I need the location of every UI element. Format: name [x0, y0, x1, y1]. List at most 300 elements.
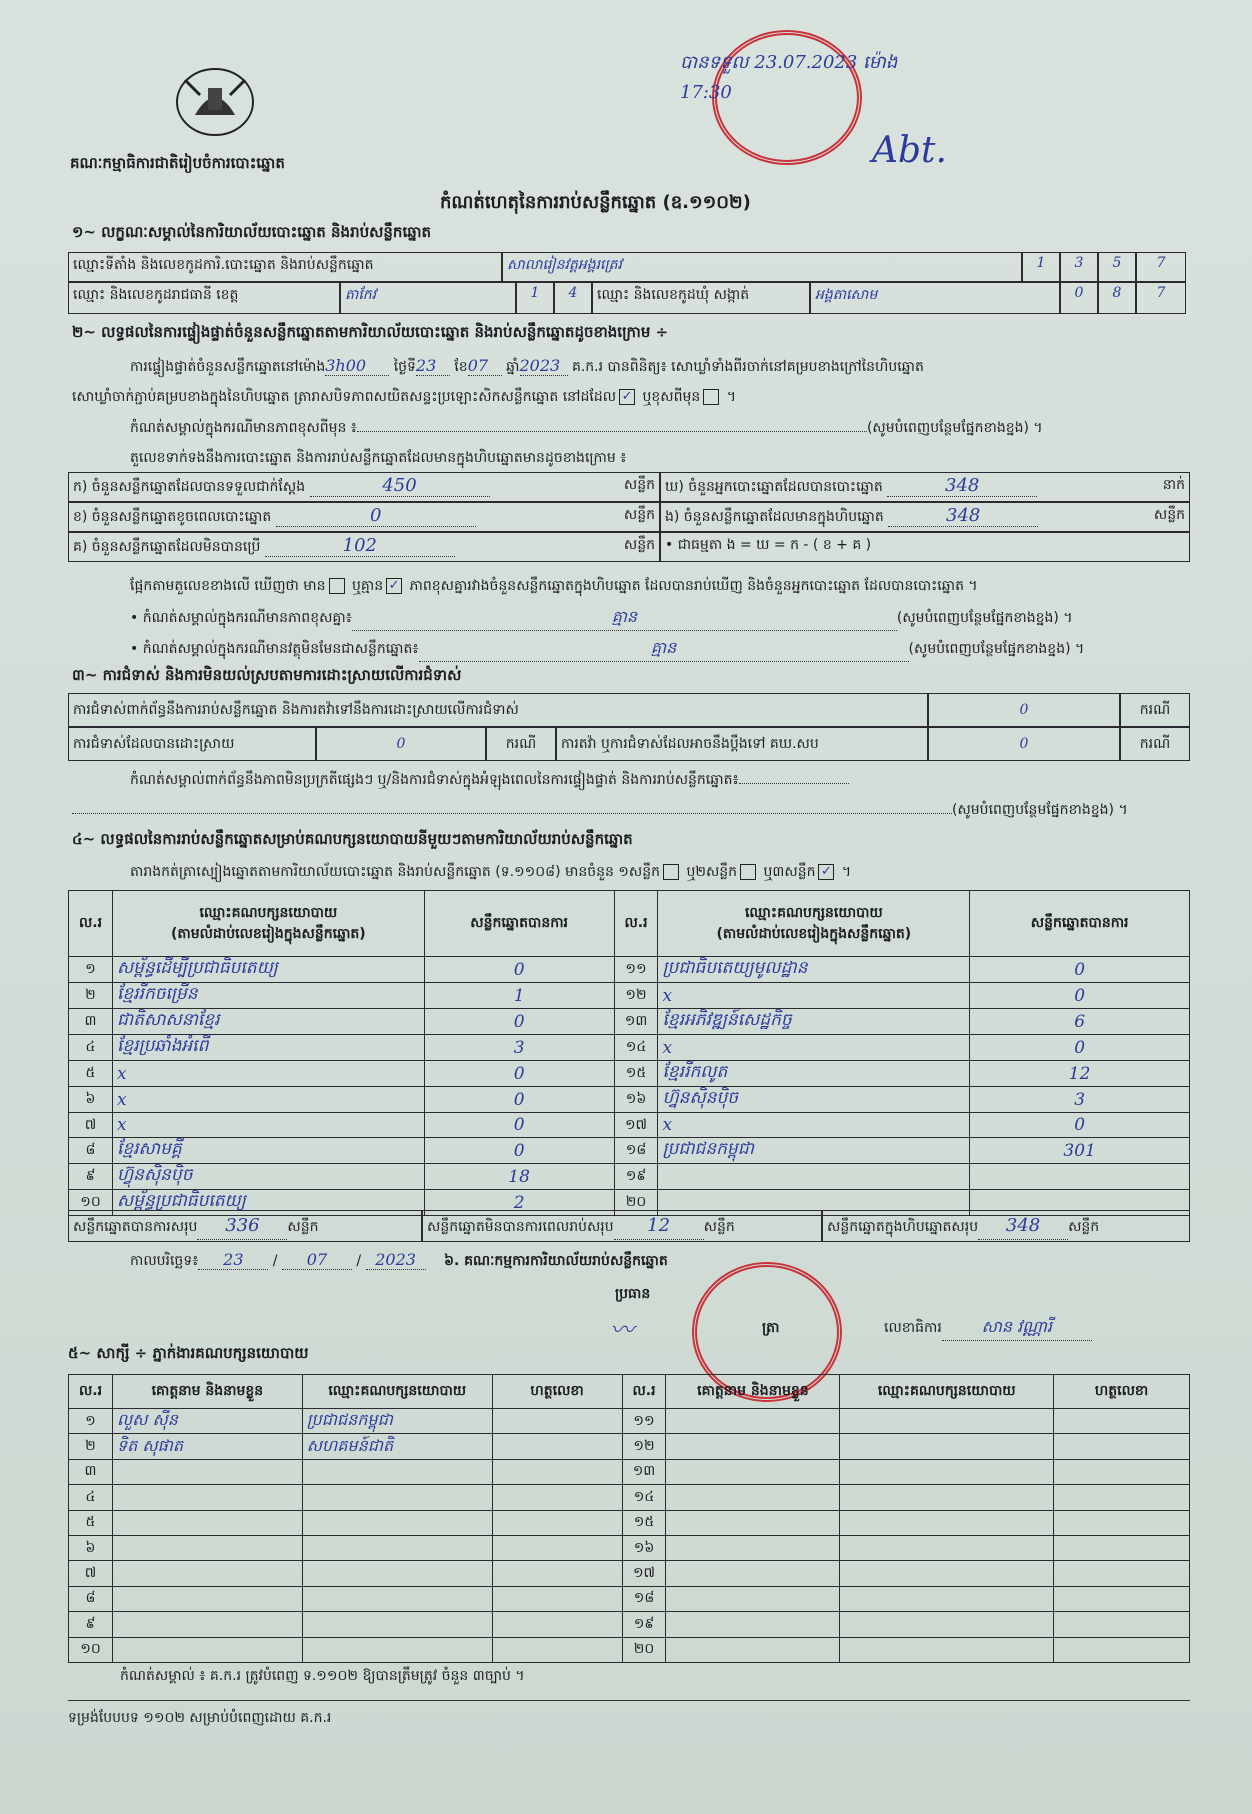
row-number: ១៨ — [614, 1138, 658, 1164]
results-row — [69, 957, 1190, 983]
vote-count: 0 — [424, 1087, 614, 1113]
witness-party — [302, 1510, 492, 1535]
row-number: ៧ — [69, 1113, 113, 1138]
witness-signature — [492, 1586, 622, 1611]
vote-count: 301 — [970, 1138, 1190, 1164]
s1-code-digit: 5 — [1098, 252, 1136, 282]
witness-name — [666, 1459, 840, 1484]
s2-line2-changed: ឬខុសពីមុន — [642, 389, 701, 405]
witness-name — [112, 1510, 302, 1535]
row-number: ១៤ — [614, 1035, 658, 1061]
results-row — [69, 1009, 1190, 1035]
row-number: ៣ — [69, 1009, 113, 1035]
committee-name: គណៈកម្មាធិការជាតិរៀបចំការបោះឆ្នោត — [70, 154, 285, 172]
witness-name — [666, 1485, 840, 1510]
party-name: ខ្មែរសាមគ្គី — [112, 1138, 424, 1164]
count-gho-label: ឃ) ចំនួនអ្នកបោះឆ្នោតដែលបានបោះឆ្នោត — [665, 479, 883, 495]
witness-party — [840, 1409, 1054, 1434]
witness-name: ទិត សុផាត — [112, 1434, 302, 1459]
witness-signature — [1054, 1612, 1190, 1637]
results-row — [69, 1164, 1190, 1190]
party-name — [658, 1164, 970, 1190]
top-signature: Abt. — [872, 130, 947, 171]
party-name: ប្រជាជនកម្ពុជា — [658, 1138, 970, 1164]
row-number: ១១ — [614, 957, 658, 983]
row-number: ៣ — [69, 1459, 113, 1484]
row-number: ២ — [69, 983, 113, 1009]
count-ko-label: គ) ចំនួនសន្លឹកឆ្នោតដែលមិនបានប្រើ — [73, 539, 261, 555]
witness-party — [840, 1612, 1054, 1637]
count-ka-row — [68, 472, 660, 502]
col-no: ល.រ — [614, 891, 658, 957]
witness-row — [69, 1459, 1190, 1484]
total-box-label: សន្លឹកឆ្នោតក្នុងហិបឆ្នោតសរុប — [827, 1219, 979, 1235]
total-valid-cell — [68, 1210, 422, 1242]
witness-signature — [1054, 1561, 1190, 1586]
unit-case: ករណី — [1120, 693, 1190, 727]
total-box-cell — [822, 1210, 1190, 1242]
president-signature: 〰 — [610, 1316, 634, 1344]
count-ngo-row — [660, 502, 1190, 532]
tally-text-a: តារាងកត់ត្រាស្បៀងឆ្នោតតាមការិយាល័យបោះឆ្នោត និងរាប់សន្លឹកឆ្នោត (ទ.១១០៨) មានចំនួន ១សន្លឹក — [130, 864, 661, 880]
verify-year: 2023 — [520, 356, 568, 376]
tally-text-c: ឬ៣សន្លឹក — [763, 864, 816, 880]
unit: សន្លឹក — [623, 477, 655, 493]
row-number: ៩ — [69, 1612, 113, 1637]
row-number: ១៨ — [622, 1586, 666, 1611]
total-box-value: 348 — [978, 1213, 1068, 1240]
compare-text-a: ផ្អែកតាមតួលេខខាងលើ ឃើញថា មាន — [130, 578, 326, 594]
vote-count: 0 — [424, 1061, 614, 1087]
vote-count: 0 — [424, 1138, 614, 1164]
vote-count: 0 — [970, 957, 1190, 983]
witness-name — [666, 1637, 840, 1662]
row-number: ១៧ — [614, 1113, 658, 1138]
s1-row1-label: ឈ្មោះទីតាំង និងលេខកូដការិ.បោះឆ្នោត និងរាប់សន្លឹកឆ្នោត — [68, 252, 502, 282]
s1-station-name: សាលារៀនវត្តអង្គរត្រេវ — [502, 252, 1022, 282]
vote-count: 12 — [970, 1061, 1190, 1087]
no-difference-checkbox[interactable]: ✓ — [386, 578, 402, 594]
witness-signature — [1054, 1459, 1190, 1484]
col-party — [658, 891, 970, 957]
w-col-no: ល.រ — [622, 1375, 666, 1409]
witness-row — [69, 1586, 1190, 1611]
unit: សន្លឹក — [287, 1219, 319, 1235]
vote-count: 6 — [970, 1009, 1190, 1035]
col-votes: សន្លឹកឆ្នោតបានការ — [970, 891, 1190, 957]
s2-line3 — [130, 418, 1190, 439]
col-votes: សន្លឹកឆ្នោតបានការ — [424, 891, 614, 957]
party-name: ខ្មែរអភិវឌ្ឍន៍សេដ្ឋកិច្ច — [658, 1009, 970, 1035]
row-number: ១៣ — [622, 1459, 666, 1484]
row-number: ៥ — [69, 1510, 113, 1535]
s2-line3-text: កំណត់សម្គាល់ក្នុងករណីមានភាពខុសពីមុន ៖ — [130, 420, 357, 436]
s1-commune-digit: 8 — [1098, 282, 1136, 314]
note-object — [130, 637, 1190, 662]
w-col-sign: ហត្ថលេខា — [492, 1375, 622, 1409]
vote-count: 0 — [970, 1035, 1190, 1061]
section-1-title: ១~ លក្ខណៈសម្គាល់នៃការិយាល័យបោះឆ្នោត និងរាប់សន្លឹកឆ្នោត — [72, 223, 432, 241]
section-5-title: ៥~ សាក្សី ÷ ភ្នាក់ងារគណបក្សនយោបាយ — [68, 1344, 309, 1362]
witness-party — [840, 1434, 1054, 1459]
s1-commune-label: ឈ្មោះ និងលេខកូដឃុំ សង្កាត់ — [592, 282, 810, 314]
witness-signature — [492, 1434, 622, 1459]
s2-line2-text: សោឃ្លាំចាក់ភ្ជាប់គម្របខាងក្នុងនៃហិបឆ្នោត ត្រារាសបិទភាពសយិតសន្ទះប្រឡោះសិកសន្លឹកឆ្នោត នៅដដែល — [72, 389, 617, 405]
witness-party — [302, 1637, 492, 1662]
count-ka-label: ក) ចំនួនសន្លឹកឆ្នោតដែលបានទទួលជាក់ស្តែង — [73, 479, 306, 495]
verify-month: 07 — [468, 356, 502, 376]
results-row — [69, 1113, 1190, 1138]
unit: សន្លឹក — [1068, 1219, 1100, 1235]
party-name: x — [658, 1113, 970, 1138]
count-kha-row — [68, 502, 660, 532]
witness-name — [666, 1409, 840, 1434]
president-label: ប្រធាន — [615, 1286, 651, 1302]
count-kha-value: 0 — [276, 505, 476, 527]
witness-name: លួស ស៊ីន — [112, 1409, 302, 1434]
row-number: ២០ — [614, 1190, 658, 1216]
totals-row — [68, 1210, 1190, 1242]
row-number: ១៧ — [622, 1561, 666, 1586]
total-invalid-cell — [422, 1210, 822, 1242]
date-month: 07 — [282, 1250, 352, 1270]
count-gho-value: 348 — [887, 475, 1037, 497]
witness-name — [112, 1485, 302, 1510]
note-obj-value: គ្មាន — [419, 637, 909, 662]
party-name: x — [112, 1087, 424, 1113]
count-ko-value: 102 — [265, 535, 455, 557]
party-name: ហ៊្វុនស៊ិនប៉ិច — [112, 1164, 424, 1190]
row-number: ៦ — [69, 1087, 113, 1113]
witness-row — [69, 1612, 1190, 1637]
party-name: x — [658, 983, 970, 1009]
witness-name — [112, 1459, 302, 1484]
s3-row1-label: ការជំទាស់ពាក់ព័ន្ធនឹងការរាប់សន្លឹកឆ្នោត និងការតវ៉ាទៅនឹងការដោះស្រាយលើការជំទាស់ — [68, 693, 928, 727]
vote-count: 18 — [424, 1164, 614, 1190]
s3-row2b-label: ការតវ៉ា ឬការជំទាស់ដែលអាចនឹងប្តឹងទៅ គឃ.សប — [556, 727, 928, 761]
party-name: សម្ព័ន្ធប្រជាធិបតេយ្យ — [112, 1190, 424, 1216]
tally-1-checkbox[interactable] — [663, 864, 679, 880]
row-number: ១១ — [622, 1409, 666, 1434]
witness-party — [840, 1586, 1054, 1611]
verify-day: 23 — [416, 356, 450, 376]
row-number: ១០ — [69, 1637, 113, 1662]
witness-signature — [492, 1409, 622, 1434]
witness-party — [302, 1612, 492, 1637]
s3-row2-value: 0 — [316, 727, 486, 761]
count-formula: • ជាធម្មតា ង = ឃ = ក - ( ខ + គ ) — [660, 532, 1190, 562]
witness-signature — [1054, 1485, 1190, 1510]
vote-count: 0 — [970, 1113, 1190, 1138]
tally-sheet-line: តារាងកត់ត្រាស្បៀងឆ្នោតតាមការិយាល័យបោះឆ្នោត និងរាប់សន្លឹកឆ្នោត (ទ.១១០៨) មានចំនួន ១សន្លឹក ឬ២សន្លឹក ឬ៣សន្លឹក ✓ ។ — [130, 864, 852, 880]
row-number: ៨ — [69, 1138, 113, 1164]
count-kha-label: ខ) ចំនួនសន្លឹកឆ្នោតខូចពេលបោះឆ្នោត — [73, 509, 272, 525]
witness-signature — [1054, 1637, 1190, 1662]
s1-province-digit: 4 — [554, 282, 592, 314]
witness-signature — [492, 1561, 622, 1586]
s3-row2b-value: 0 — [928, 727, 1120, 761]
row-number: ១៩ — [614, 1164, 658, 1190]
row-number: ១៣ — [614, 1009, 658, 1035]
fill-note: (សូមបំពេញបន្ថែមផ្នែកខាងខ្នង) ។ — [908, 641, 1085, 657]
s2-line1-end: គ.ក.រ បានពិនិត្យ៖ សោឃ្លាំទាំងពីរចាក់នៅគម្របខាងក្រៅនៃហិបឆ្នោត — [571, 359, 924, 375]
count-ngo-value: 348 — [888, 505, 1038, 527]
unit: សន្លឹក — [623, 537, 655, 553]
row-number: ៤ — [69, 1035, 113, 1061]
col-party — [112, 891, 424, 957]
results-table — [68, 890, 1190, 1216]
witness-signature — [1054, 1586, 1190, 1611]
s3-note-line2 — [72, 800, 1190, 821]
compare-line — [130, 576, 978, 597]
party-name: សម្ព័ន្ធដើម្បីប្រជាធិបតេយ្យ — [112, 957, 424, 983]
witness-party — [302, 1586, 492, 1611]
witness-signature — [492, 1485, 622, 1510]
party-name: ប្រជាធិបតេយ្យមូលដ្ឋាន — [658, 957, 970, 983]
witness-party — [302, 1561, 492, 1586]
vote-count: 0 — [970, 983, 1190, 1009]
witness-row — [69, 1637, 1190, 1662]
row-number: ២០ — [622, 1637, 666, 1662]
row-number: ១៤ — [622, 1485, 666, 1510]
witness-row — [69, 1561, 1190, 1586]
changed-checkbox[interactable] — [703, 389, 719, 405]
count-ngo-label: ង) ចំនួនសន្លឹកឆ្នោតដែលមានក្នុងហិបឆ្នោត — [665, 509, 884, 525]
count-ka-value: 450 — [310, 475, 490, 497]
total-valid-label: សន្លឹកឆ្នោតបានការសរុប — [73, 1219, 198, 1235]
s1-code-digit: 3 — [1060, 252, 1098, 282]
secretary-name: សាន វណ្ណារី — [942, 1316, 1092, 1341]
unchanged-checkbox[interactable]: ✓ — [619, 389, 635, 405]
nec-logo-icon — [170, 60, 260, 140]
results-row — [69, 1035, 1190, 1061]
s1-commune-digit: 0 — [1060, 282, 1098, 314]
tally-3-checkbox[interactable]: ✓ — [818, 864, 834, 880]
witness-party: សហគមន៍ជាតិ — [302, 1434, 492, 1459]
witness-party — [840, 1561, 1054, 1586]
vote-count: 3 — [424, 1035, 614, 1061]
w-col-name: គោត្តនាម និងនាមខ្លួន — [666, 1375, 840, 1409]
unit: សន្លឹក — [1153, 507, 1185, 523]
s2-line2: សោឃ្លាំចាក់ភ្ជាប់គម្របខាងក្នុងនៃហិបឆ្នោត ត្រារាសបិទភាពសយិតសន្ទះប្រឡោះសិកសន្លឹកឆ្នោត នៅដដែល ✓ ឬខុសពីមុន ។ — [72, 389, 736, 405]
row-number: ១៩ — [622, 1612, 666, 1637]
results-row — [69, 1087, 1190, 1113]
w-col-name: គោត្តនាម និងនាមខ្លួន — [112, 1375, 302, 1409]
witness-row — [69, 1510, 1190, 1535]
s2-day-label: ថ្ងៃទី — [393, 359, 416, 375]
s2-year-label: ឆ្នាំ — [506, 359, 520, 375]
fill-note: (សូមបំពេញបន្ថែមផ្នែកខាងខ្នង) ។ — [952, 802, 1128, 818]
party-name: ខ្មែររីកលូត — [658, 1061, 970, 1087]
vote-count — [970, 1164, 1190, 1190]
results-row — [69, 983, 1190, 1009]
witness-name — [112, 1586, 302, 1611]
s3-row2-label: ការជំទាស់ដែលបានដោះស្រាយ — [68, 727, 316, 761]
w-col-sign: ហត្ថលេខា — [1054, 1375, 1190, 1409]
witness-party — [302, 1459, 492, 1484]
row-number: ១៦ — [614, 1087, 658, 1113]
results-row — [69, 1061, 1190, 1087]
tally-text-b: ឬ២សន្លឹក — [686, 864, 738, 880]
w-col-no: ល.រ — [69, 1375, 113, 1409]
s1-code-digit: 1 — [1022, 252, 1060, 282]
row-number: ១៥ — [614, 1061, 658, 1087]
unit: សន្លឹក — [703, 1219, 735, 1235]
witness-party — [840, 1535, 1054, 1560]
col-party-title: ឈ្មោះគណបក្សនយោបាយ — [199, 904, 338, 921]
compare-text-c: ភាពខុសគ្នារវាងចំនួនសន្លឹកឆ្នោតក្នុងហិបឆ្នោត ដែលបានរាប់ឃើញ និងចំនួនអ្នកបោះឆ្នោត ដែលបានបោះឆ្នោត ។ — [409, 578, 978, 594]
witness-row — [69, 1535, 1190, 1560]
witness-signature — [492, 1612, 622, 1637]
unit-case: ករណី — [486, 727, 556, 761]
unit: នាក់ — [1162, 477, 1185, 493]
witness-name — [666, 1510, 840, 1535]
row-number: ៤ — [69, 1485, 113, 1510]
col-no: ល.រ — [69, 891, 113, 957]
note-obj-label: • កំណត់សម្គាល់ក្នុងករណីមានវត្ថុមិនមែនជាសន្លឹកឆ្នោត៖ — [130, 641, 419, 657]
date-day: 23 — [198, 1250, 268, 1270]
witness-party — [302, 1535, 492, 1560]
note-diff-value: គ្មាន — [352, 606, 897, 631]
seal-label: ត្រា — [762, 1320, 780, 1336]
row-number: ៦ — [69, 1535, 113, 1560]
party-name: x — [658, 1035, 970, 1061]
has-difference-checkbox[interactable] — [329, 578, 345, 594]
witness-party — [840, 1485, 1054, 1510]
witness-party: ប្រជាជនកម្ពុជា — [302, 1409, 492, 1434]
row-number: ៨ — [69, 1586, 113, 1611]
witness-name — [112, 1612, 302, 1637]
formula-text: ជាធម្មតា ង = ឃ = ក - ( ខ + គ ) — [677, 537, 872, 553]
s1-commune-name: អង្គតាសោម — [810, 282, 1060, 314]
unit: សន្លឹក — [623, 507, 655, 523]
section-2-title: ២~ លទ្ធផលនៃការផ្ទៀងផ្ទាត់ចំនួនសន្លឹកឆ្នោតតាមការិយាល័យបោះឆ្នោត និងរាប់សន្លឹកឆ្នោតដូចខាងក្រោម ÷ — [72, 323, 669, 341]
footnote: កំណត់សម្គាល់ ៖ គ.ក.រ ត្រូវបំពេញ ទ.១១០២ ឱ្យបានត្រឹមត្រូវ ចំនួន ៣ច្បាប់ ។ — [120, 1668, 525, 1684]
results-row — [69, 1138, 1190, 1164]
party-name: ខ្មែររីកចម្រើន — [112, 983, 424, 1009]
witness-table — [68, 1374, 1190, 1663]
row-number: ១២ — [614, 983, 658, 1009]
date-line: កាលបរិច្ឆេទ៖ 23 / 07 / 2023 ៦. គណៈកម្មការការិយាល័យរាប់សន្លឹកឆ្នោត — [130, 1250, 668, 1269]
witness-row — [69, 1434, 1190, 1459]
w-col-party: ឈ្មោះគណបក្សនយោបាយ — [840, 1375, 1054, 1409]
footer-divider — [68, 1700, 1190, 1701]
row-number: ១៥ — [622, 1510, 666, 1535]
form-footer: ទម្រង់បែបបទ ១១០២ សម្រាប់បំពេញដោយ គ.ក.រ — [68, 1710, 332, 1726]
s2-line1 — [130, 356, 924, 378]
vote-count: 0 — [424, 1009, 614, 1035]
witness-name — [112, 1637, 302, 1662]
witness-name — [666, 1612, 840, 1637]
w-col-party: ឈ្មោះគណបក្សនយោបាយ — [302, 1375, 492, 1409]
received-note: បានទទួល 23.07.2023 ម៉ោង 17:30 — [680, 52, 898, 103]
s1-row2-label: ឈ្មោះ និងលេខកូដរាជធានី ខេត្ត — [68, 282, 340, 314]
vote-count: 2 — [424, 1190, 614, 1216]
witness-party — [840, 1510, 1054, 1535]
witness-signature — [492, 1637, 622, 1662]
total-valid-value: 336 — [197, 1213, 287, 1240]
witness-name — [112, 1561, 302, 1586]
compare-text-b: ឬគ្មាន — [351, 578, 384, 594]
s2-month-label: ខែ — [454, 359, 468, 375]
party-name: x — [112, 1113, 424, 1138]
row-number: ១ — [69, 957, 113, 983]
witness-signature — [492, 1535, 622, 1560]
party-name: ខ្មែរប្រឆាំងអំពើ — [112, 1035, 424, 1061]
row-number: ៩ — [69, 1164, 113, 1190]
row-number: ៧ — [69, 1561, 113, 1586]
total-invalid-value: 12 — [614, 1213, 704, 1240]
witness-signature — [1054, 1510, 1190, 1535]
col-party-sub: (តាមលំដាប់លេខរៀងក្នុងសន្លឹកឆ្នោត) — [170, 925, 366, 942]
s3-row1-value: 0 — [928, 693, 1120, 727]
witness-name — [666, 1586, 840, 1611]
s3-note-text: កំណត់សម្គាល់ពាក់ព័ន្ធនឹងភាពមិនប្រក្រតីផ្សេងៗ ឬ/និងការជំទាស់ក្នុងអំឡុងពេលនៃការផ្ទៀងផ្ទាត់ និងការរាប់សន្លឹកឆ្នោត៖ — [130, 772, 739, 788]
form-title: កំណត់ហេតុនៃការរាប់សន្លឹកឆ្នោត (ឧ.១១០២) — [440, 192, 751, 213]
fill-note: (សូមបំពេញបន្ថែមផ្នែកខាងខ្នង) ។ — [866, 420, 1043, 436]
s1-code-digit: 7 — [1136, 252, 1186, 282]
s1-commune-digit: 7 — [1136, 282, 1186, 314]
vote-count: 3 — [970, 1087, 1190, 1113]
row-number: ១០ — [69, 1190, 113, 1216]
vote-count: 0 — [424, 1113, 614, 1138]
witness-name — [666, 1561, 840, 1586]
verify-time: 3h00 — [325, 356, 389, 376]
witness-name — [666, 1535, 840, 1560]
s1-province-digit: 1 — [516, 282, 554, 314]
unit-case: ករណី — [1120, 727, 1190, 761]
witness-row — [69, 1485, 1190, 1510]
secretary-label: លេខាធិការ — [884, 1320, 942, 1336]
witness-party — [840, 1459, 1054, 1484]
s1-province-name: តាកែវ — [340, 282, 516, 314]
s2-line1-text: ការផ្ទៀងផ្ទាត់ចំនួនសន្លឹកឆ្នោតនៅម៉ោង — [130, 359, 326, 375]
witness-signature — [1054, 1434, 1190, 1459]
vote-count: 0 — [424, 957, 614, 983]
witness-row — [69, 1409, 1190, 1434]
party-name: ហ្វ៊ុនស៊ិនប៉ិច — [658, 1087, 970, 1113]
counting-committee: ៦. គណៈកម្មការការិយាល័យរាប់សន្លឹកឆ្នោត — [444, 1253, 668, 1269]
vote-count: 1 — [424, 983, 614, 1009]
count-gho-row — [660, 472, 1190, 502]
s2-line4: តួលេខទាក់ទងនឹងការបោះឆ្នោត និងការរាប់សន្លឹកឆ្នោតដែលមានក្នុងហិបឆ្នោតមានដូចខាងក្រោម ៖ — [130, 450, 627, 466]
witness-name — [112, 1535, 302, 1560]
col-party-title: ឈ្មោះគណបក្សនយោបាយ — [744, 904, 883, 921]
date-year: 2023 — [366, 1250, 426, 1270]
count-ko-row — [68, 532, 660, 562]
row-number: ១ — [69, 1409, 113, 1434]
row-number: ២ — [69, 1434, 113, 1459]
section-4-title: ៤~ លទ្ធផលនៃការរាប់សន្លឹកឆ្នោតសម្រាប់គណបក្សនយោបាយនីមួយៗតាមការិយាល័យរាប់សន្លឹកឆ្នោត — [72, 830, 633, 848]
section-3-title: ៣~ ការជំទាស់ និងការមិនយល់ស្របតាមការដោះស្រាយលើការជំទាស់ — [72, 666, 462, 684]
tally-2-checkbox[interactable] — [740, 864, 756, 880]
party-name: x — [112, 1061, 424, 1087]
secretary-line — [884, 1316, 1092, 1341]
row-number: ១២ — [622, 1434, 666, 1459]
total-invalid-label: សន្លឹកឆ្នោតមិនបានការពេលរាប់សរុប — [427, 1219, 614, 1235]
party-name: ជាតិសាសនាខ្មែរ — [112, 1009, 424, 1035]
note-diff-label: • កំណត់សម្គាល់ក្នុងករណីមានភាពខុសគ្នា៖ — [130, 610, 352, 626]
witness-name — [666, 1434, 840, 1459]
witness-signature — [1054, 1409, 1190, 1434]
witness-party — [840, 1637, 1054, 1662]
row-number: ៥ — [69, 1061, 113, 1087]
witness-signature — [492, 1459, 622, 1484]
note-difference — [130, 606, 1190, 631]
witness-signature — [1054, 1535, 1190, 1560]
witness-party — [302, 1485, 492, 1510]
witness-signature — [492, 1510, 622, 1535]
